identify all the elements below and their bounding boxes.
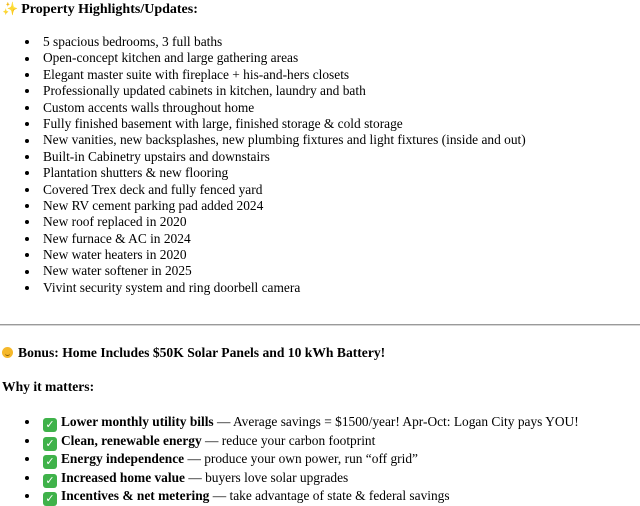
section-divider <box>0 324 640 325</box>
list-item <box>0 487 579 506</box>
list-item: New water softener in 2025 <box>0 263 526 279</box>
list-item: New furnace & AC in 2024 <box>0 231 526 247</box>
list-item: 5 spacious bedrooms, 3 full baths <box>0 34 526 50</box>
list-item: Elegant master suite with fireplace + his-and-hers closets <box>0 67 526 83</box>
list-item: Covered Trex deck and fully fenced yard <box>0 182 526 198</box>
list-item: New water heaters in 2020 <box>0 247 526 263</box>
list-item: Plantation shutters & new flooring <box>0 165 526 181</box>
benefit-description: — buyers love solar upgrades <box>184 469 349 485</box>
list-item: Fully finished basement with large, finished storage & cold storage <box>0 116 526 132</box>
benefit-description: — Average savings = $1500/year! Apr-Oct: Logan City pays YOU! <box>213 414 579 429</box>
benefit-description: — produce your own power, run “off grid” <box>184 451 418 466</box>
benefit-description: — reduce your carbon footprint <box>201 432 376 448</box>
list-item: Professionally updated cabinets in kitchen, laundry and bath <box>0 83 526 99</box>
check-mark-button-icon: ✓ <box>43 492 57 506</box>
smiling-face-icon <box>2 347 13 358</box>
list-item: Vivint security system and ring doorbell camera <box>0 280 526 296</box>
check-mark-button-icon: ✓ <box>43 437 57 451</box>
sparkles-icon: ✨ <box>2 1 19 16</box>
list-item <box>0 413 579 432</box>
list-item <box>0 450 579 469</box>
list-item: Custom accents walls throughout home <box>0 100 526 116</box>
benefit-title: Increased home value <box>61 469 185 485</box>
benefit-title: Lower monthly utility bills <box>61 414 214 429</box>
check-mark-button-icon: ✓ <box>43 455 57 469</box>
list-item: Built-in Cabinetry upstairs and downstairs <box>0 149 526 165</box>
benefit-title: Clean, renewable energy <box>61 432 202 448</box>
why-heading: Why it matters: <box>2 379 95 394</box>
list-item <box>0 469 579 488</box>
list-item: New RV cement parking pad added 2024 <box>0 198 526 214</box>
page-title <box>2 1 198 18</box>
page-title-text: Property Highlights/Updates: <box>21 2 198 17</box>
highlights-list <box>0 34 526 296</box>
list-item: New vanities, new backsplashes, new plumbing fixtures and light fixtures (inside and out) <box>0 132 526 148</box>
bonus-heading <box>2 345 385 361</box>
benefit-title: Energy independence <box>61 451 185 466</box>
check-mark-button-icon: ✓ <box>43 474 57 488</box>
list-item <box>0 432 579 451</box>
list-item: New roof replaced in 2020 <box>0 214 526 230</box>
check-mark-button-icon: ✓ <box>43 418 57 432</box>
benefit-description: — take advantage of state & federal savings <box>209 488 450 503</box>
benefit-title: Incentives & net metering <box>61 488 210 503</box>
bonus-heading-text: Bonus: Home Includes $50K Solar Panels and 10 kWh Battery! <box>18 345 386 360</box>
benefits-list <box>0 413 579 506</box>
list-item: Open-concept kitchen and large gathering areas <box>0 50 526 66</box>
